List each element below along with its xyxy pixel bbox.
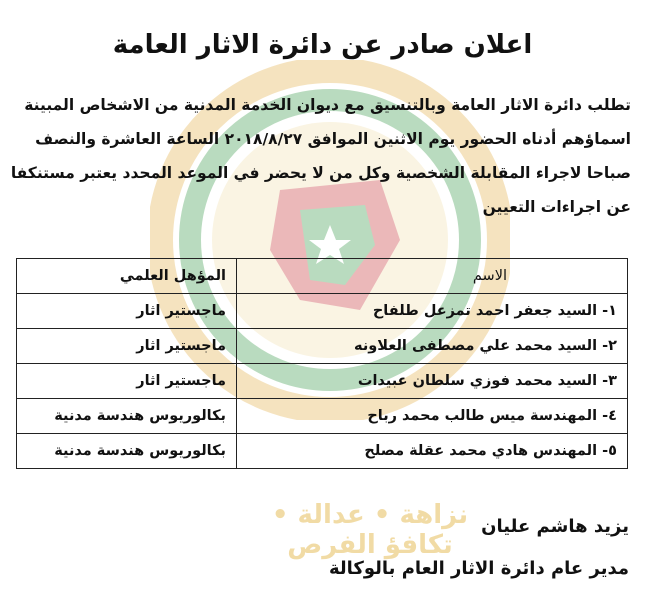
candidate-qualification: بكالوريوس هندسة مدنية bbox=[17, 399, 237, 434]
table-header-row bbox=[17, 259, 628, 294]
candidate-name: ٣- السيد محمد فوزي سلطان عبيدات bbox=[237, 364, 628, 399]
announcement-title: اعلان صادر عن دائرة الاثار العامة bbox=[112, 30, 533, 60]
candidate-qualification: ماجستير اثار bbox=[17, 294, 237, 329]
signatory-title: مدير عام دائرة الاثار العام بالوكالة bbox=[328, 558, 629, 579]
table-row bbox=[17, 434, 628, 469]
body-line: صباحا لاجراء المقابلة الشخصية وكل من لا يحضر في الموعد المحدد يعتبر مستنكفا bbox=[10, 164, 631, 182]
body-line: اسماؤهم أدناه الحضور يوم الاثنين الموافق ٢٠١٨/٨/٢٧ الساعة العاشرة والنصف bbox=[35, 130, 631, 148]
candidate-name: ٥- المهندس هادي محمد عقلة مصلح bbox=[237, 434, 628, 469]
table-row bbox=[17, 399, 628, 434]
candidate-name: ٤- المهندسة ميس طالب محمد رباح bbox=[237, 399, 628, 434]
watermark-motto: نزاهة • عدالة • تكافؤ الفرص bbox=[271, 500, 469, 560]
body-line: عن اجراءات التعيين bbox=[482, 198, 631, 216]
table-row bbox=[17, 294, 628, 329]
candidate-qualification: بكالوريوس هندسة مدنية bbox=[17, 434, 237, 469]
candidate-name: ٢- السيد محمد علي مصطفى العلاونه bbox=[237, 329, 628, 364]
header-qualification: المؤهل العلمي bbox=[17, 259, 237, 294]
announcement-body bbox=[11, 88, 631, 224]
candidates-table bbox=[16, 258, 628, 469]
signatory-name: يزيد هاشم عليان bbox=[481, 516, 629, 537]
body-line: تطلب دائرة الاثار العامة وبالتنسيق مع ديوان الخدمة المدنية من الاشخاص المبينة bbox=[24, 96, 631, 114]
candidate-qualification: ماجستير اثار bbox=[17, 329, 237, 364]
header-name: الاسم bbox=[237, 259, 628, 294]
table-row bbox=[17, 329, 628, 364]
candidate-name: ١- السيد جعفر احمد تمزعل طلفاح bbox=[237, 294, 628, 329]
table-row bbox=[17, 364, 628, 399]
candidate-qualification: ماجستير اثار bbox=[17, 364, 237, 399]
